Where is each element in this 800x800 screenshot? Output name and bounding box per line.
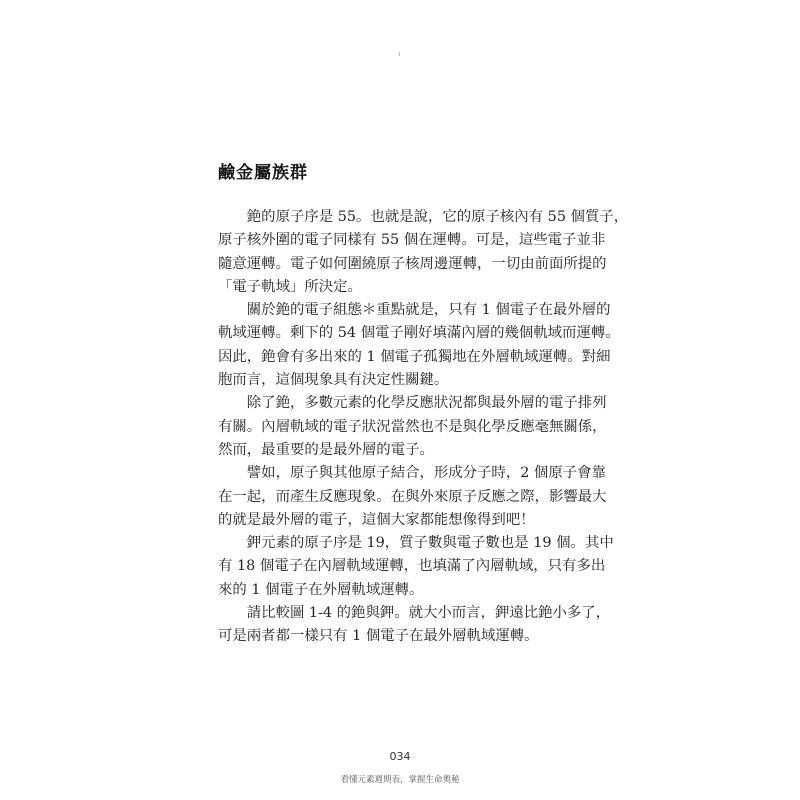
section-heading: 鹼金屬族群: [218, 163, 308, 183]
paragraph: [218, 299, 620, 392]
body-text: [218, 206, 629, 649]
text-line: 軌域運轉。剩下的 54 個電子剛好填滿內層的幾個軌域而運轉。: [218, 325, 620, 342]
crop-mark: [399, 52, 400, 56]
running-footer-title: 看懂元素週期表，掌握生命奧秘: [340, 775, 460, 785]
page-number: 034: [389, 750, 411, 763]
text-line: 鉀元素的原子序是 19，質子數與電子數也是 19 個。其中: [218, 535, 614, 552]
text-line: 來的 1 個電子在外層軌域運轉。: [218, 581, 424, 598]
text-line: 關於銫的電子組態＊重點就是，只有 1 個電子在最外層的: [218, 302, 611, 319]
text-line: 在一起，而產生反應現象。在與外來原子反應之際，影響最大: [218, 488, 607, 505]
text-line: 有 18 個電子在內層軌域運轉，也填滿了內層軌域，只有多出: [218, 558, 606, 575]
text-line: 譬如，原子與其他原子結合，形成分子時，2 個原子會靠: [218, 465, 606, 482]
paragraph: [218, 392, 607, 462]
text-line: 「電子軌域」所決定。: [218, 278, 362, 295]
paragraph: [218, 206, 629, 299]
text-line: 隨意運轉。電子如何圍繞原子核周邊運轉，一切由前面所提的: [218, 255, 607, 272]
text-line: 胞而言，這個現象具有決定性關鍵。: [218, 372, 449, 389]
text-line: 因此，銫會有多出來的 1 個電子孤獨地在外層軌域運轉。對細: [218, 348, 611, 365]
text-line: 可是兩者都一樣只有 1 個電子在最外層軌域運轉。: [218, 628, 539, 645]
text-line: 銫的原子序是 55。也就是說，它的原子核內有 55 個質子，: [218, 209, 629, 225]
text-line: 請比較圖 1-4 的銫與鉀。就大小而言，鉀遠比銫小多了，: [218, 605, 611, 622]
paragraph: [218, 462, 607, 532]
paragraph: [218, 532, 614, 602]
paragraph: [218, 602, 611, 649]
text-line: 有關。內層軌域的電子狀況當然也不是與化學反應毫無關係，: [218, 418, 607, 435]
text-line: 的就是最外層的電子，這個大家都能想像得到吧！: [218, 511, 535, 528]
text-line: 然而，最重要的是最外層的電子。: [218, 441, 434, 458]
text-line: 原子核外圍的電子同樣有 55 個在運轉。可是，這些電子並非: [218, 232, 606, 249]
text-line: 除了銫，多數元素的化學反應狀況都與最外層的電子排列: [218, 395, 607, 412]
